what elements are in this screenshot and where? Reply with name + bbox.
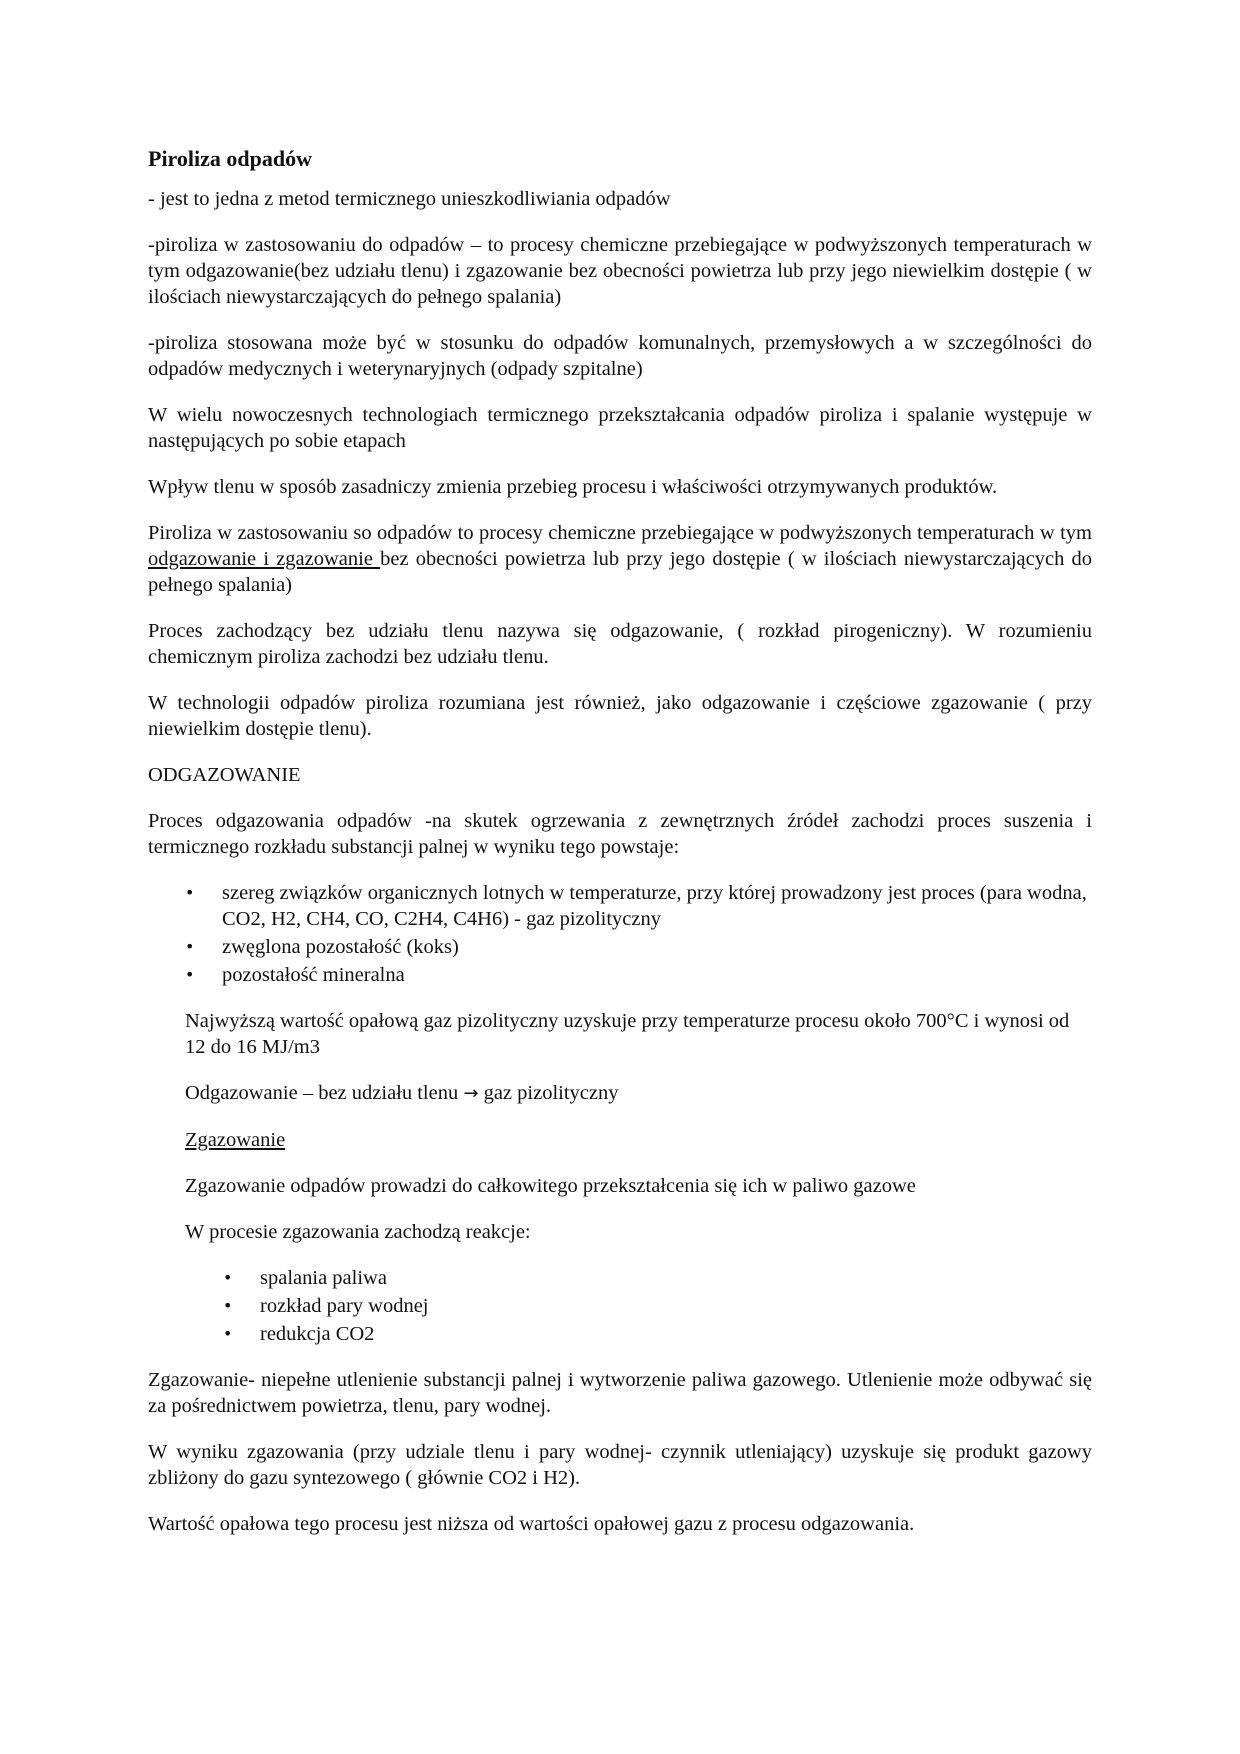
underlined-terms: odgazowanie i zgazowanie — [148, 548, 381, 570]
paragraph-piroliza-stosowana: -piroliza stosowana może być w stosunku do odpadów komunalnych, przemysłowych a w szczególności do odpadów medycznych i weterynaryjnych (odpady szpitalne) — [148, 332, 1092, 380]
list-item — [185, 880, 1092, 932]
bullet-icon: • — [223, 1268, 233, 1287]
bullet-icon: • — [185, 937, 195, 956]
list-odgazowanie-produkty — [185, 880, 1092, 988]
document-page — [148, 146, 1092, 1557]
list-item — [185, 962, 1092, 988]
list-item — [223, 1321, 1092, 1347]
list-item-text: pozostałość mineralna — [222, 964, 405, 986]
list-item-text: szereg związków organicznych lotnych w temperaturze, przy której prowadzony jest proces (para wodna, CO2, H2, CH4, CO, C2H4, C4H6) - gaz pizolityczny — [222, 882, 1087, 930]
document-title: Piroliza odpadów — [148, 146, 313, 171]
paragraph-wynik-zgazowania: W wyniku zgazowania (przy udziale tlenu i pary wodnej- czynnik utleniający) uzyskuje się produkt gazowy zbliżony do gazu syntezowego ( głównie CO2 i H2). — [148, 1441, 1092, 1489]
paragraph-zgazowanie-definicja: Zgazowanie- niepełne utlenienie substancji palnej i wytworzenie paliwa gazowego. Utlenienie może odbywać się za pośrednictwem powietrza, tlenu, pary wodnej. — [148, 1369, 1092, 1417]
paragraph-zgazowanie-odpadow: Zgazowanie odpadów prowadzi do całkowitego przekształcenia się ich w paliwo gazowe — [185, 1175, 916, 1197]
bullet-icon: • — [185, 965, 195, 984]
list-item-text: zwęglona pozostałość (koks) — [222, 936, 459, 958]
gaz-label: gaz pizolityczny — [478, 1082, 619, 1104]
heading-zgazowanie: Zgazowanie — [185, 1129, 286, 1151]
list-item — [185, 934, 1092, 960]
paragraph-piroliza-procesy — [148, 520, 1092, 598]
odgazowanie-label: Odgazowanie – bez udziału tlenu — [185, 1082, 464, 1104]
arrow-right-icon: → — [463, 1083, 479, 1104]
paragraph-piroliza-procesy-part1: Piroliza w zastosowaniu so odpadów to procesy chemiczne przebiegające w podwyższonych temperaturach w tym — [148, 522, 1092, 544]
paragraph-wartosc-procesu: Wartość opałowa tego procesu jest niższa od wartości opałowej gazu z procesu odgazowania. — [148, 1513, 915, 1535]
list-item-text: redukcja CO2 — [260, 1323, 375, 1345]
paragraph-piroliza-zastosowanie: -piroliza w zastosowaniu do odpadów – to procesy chemiczne przebiegające w podwyższonych temperaturach w tym odgazowanie(bez udziału tlenu) i zgazowanie bez obecności powietrza lub przy jego niewielkim dostępie ( w ilościach niewystarczających do pełnego spalania) — [148, 234, 1092, 308]
paragraph-definition: - jest to jedna z metod termicznego unieszkodliwiania odpadów — [148, 188, 671, 210]
heading-odgazowanie: ODGAZOWANIE — [148, 764, 301, 786]
bullet-icon: • — [223, 1324, 233, 1343]
paragraph-odgazowanie-definicja: Proces zachodzący bez udziału tlenu nazywa się odgazowanie, ( rozkład pirogeniczny). W rozumieniu chemicznym piroliza zachodzi bez udziału tlenu. — [148, 620, 1092, 668]
paragraph-technologie: W wielu nowoczesnych technologiach termicznego przekształcania odpadów piroliza i spalanie występuje w następujących po sobie etapach — [148, 404, 1092, 452]
list-item — [223, 1293, 1092, 1319]
list-item-text: rozkład pary wodnej — [260, 1295, 429, 1317]
paragraph-wplyw-tlenu: Wpływ tlenu w sposób zasadniczy zmienia przebieg procesu i właściwości otrzymywanych produktów. — [148, 476, 998, 498]
bullet-icon: • — [185, 883, 195, 902]
paragraph-technologia-odpadow: W technologii odpadów piroliza rozumiana jest również, jako odgazowanie i częściowe zgazowanie ( przy niewielkim dostępie tlenu). — [148, 692, 1092, 740]
paragraph-piroliza-procesy-part2: bez obecności powietrza lub przy jego dostępie ( w ilościach niewystarczających do pełnego spalania) — [148, 548, 1092, 596]
paragraph-proces-odgazowania: Proces odgazowania odpadów -na skutek ogrzewania z zewnętrznych źródeł zachodzi proces suszenia i termicznego rozkładu substancji palnej w wyniku tego powstaje: — [148, 810, 1092, 858]
list-reakcje — [223, 1265, 1092, 1347]
bullet-icon: • — [223, 1296, 233, 1315]
list-item-text: spalania paliwa — [260, 1267, 387, 1289]
paragraph-reakcje: W procesie zgazowania zachodzą reakcje: — [185, 1221, 531, 1243]
paragraph-odgazowanie-arrow — [185, 1080, 1092, 1107]
list-item — [223, 1265, 1092, 1291]
paragraph-wartosc-opalowa: Najwyższą wartość opałową gaz pizolityczny uzyskuje przy temperaturze procesu około 700°C i wynosi od 12 do 16 MJ/m3 — [185, 1010, 1070, 1058]
